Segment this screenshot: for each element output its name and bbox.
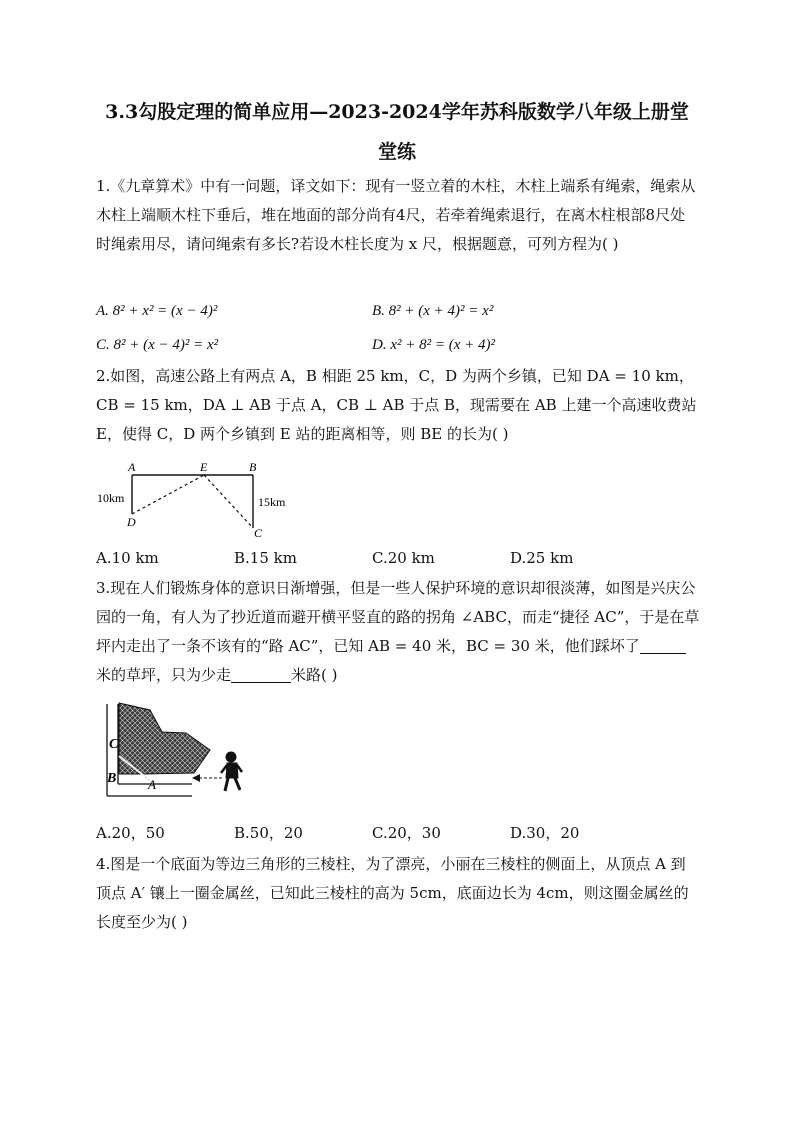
- question-3-text: [96, 574, 700, 690]
- title-line-2: 堂练: [377, 141, 416, 163]
- question-3-option-a: A.20，50: [96, 824, 165, 842]
- segment-ec: [204, 475, 253, 528]
- question-3-text-part-2: 米的草坪，只为少走: [96, 666, 232, 684]
- point-label-c: C: [109, 737, 119, 752]
- question-3-option-d: D.30，20: [510, 824, 580, 842]
- question-3-text-part-1: 3.现在人们锻炼身体的意识日渐增强，但是一些人保护环境的意识却很淡薄，如图是兴庆公园的一角，有人为了抄近道而避开横平竖直的路的拐角 ∠ABC，而走“捷径 AC”，于是在草坪内走出了一条不该有的“路 AC”，已知 AB = 40 米，BC = 30 米，他们踩坏了: [96, 579, 700, 655]
- arrow-head-icon: [192, 774, 200, 782]
- question-1-option-b: B. 8² + (x + 4)² = x²: [372, 303, 494, 319]
- question-1-option-a: A. 8² + x² = (x − 4)²: [96, 303, 218, 319]
- document-title: [90, 92, 704, 172]
- segment-de: [132, 475, 204, 514]
- answer-blank-2[interactable]: [231, 666, 291, 683]
- question-2-option-d: D.25 km: [510, 549, 574, 567]
- length-label-da: 10km: [97, 491, 125, 505]
- question-2-option-c: C.20 km: [372, 549, 435, 567]
- question-2-option-a: A.10 km: [96, 549, 159, 567]
- title-line-1: 3.3勾股定理的简单应用—2023-2024学年苏科版数学八年级上册堂: [105, 101, 689, 123]
- answer-blank-1[interactable]: [640, 637, 686, 654]
- walking-person-icon: [221, 752, 242, 791]
- point-label-e: E: [200, 460, 208, 474]
- length-label-cb: 15km: [258, 495, 286, 509]
- question-4-text: 4.图是一个底面为等边三角形的三棱柱，为了漂亮，小丽在三棱柱的侧面上，从顶点 A 到顶点 A′ 镶上一圈金属丝，已知此三棱柱的高为 5cm，底面边长为 4cm，则这圈金属丝的长度至少为( ): [96, 855, 689, 931]
- question-3-figure: [100, 698, 250, 802]
- point-label-a: A: [148, 777, 156, 792]
- lawn-area: [119, 703, 210, 774]
- question-3-option-b: B.50，20: [234, 824, 303, 842]
- question-3-text-part-3: 米路( ): [291, 666, 338, 684]
- point-label-a: A: [128, 460, 136, 474]
- point-label-b: B: [249, 460, 257, 474]
- question-1-option-d: D. x² + 8² = (x + 4)²: [372, 337, 495, 353]
- question-3-option-c: C.20，30: [372, 824, 441, 842]
- point-label-c: C: [254, 526, 263, 540]
- point-label-b: B: [107, 771, 117, 786]
- question-2-figure: [94, 456, 304, 540]
- question-2-text: 2.如图，高速公路上有两点 A，B 相距 25 km，C，D 为两个乡镇，已知 DA = 10 km，CB = 15 km，DA ⊥ AB 于点 A，CB ⊥ AB 于点 B，现需要在 AB 上建一个高速收费站 E，使得 C，D 两个乡镇到 E 站的距离相等，则 BE 的长为( ): [96, 367, 697, 443]
- question-2-option-b: B.15 km: [234, 549, 297, 567]
- question-1-text: 1.《九章算术》中有一问题，译文如下：现有一竖立着的木柱，木柱上端系有绳索，绳索从木柱上端顺木柱下垂后，堆在地面的部分尚有4尺，若牵着绳索退行，在离木柱根部8尺处时绳索用尽，请问绳索有多长?若设木柱长度为 x 尺，根据题意，可列方程为( ): [96, 177, 696, 253]
- point-label-d: D: [127, 515, 136, 529]
- question-1-option-c: C. 8² + (x − 4)² = x²: [96, 337, 219, 353]
